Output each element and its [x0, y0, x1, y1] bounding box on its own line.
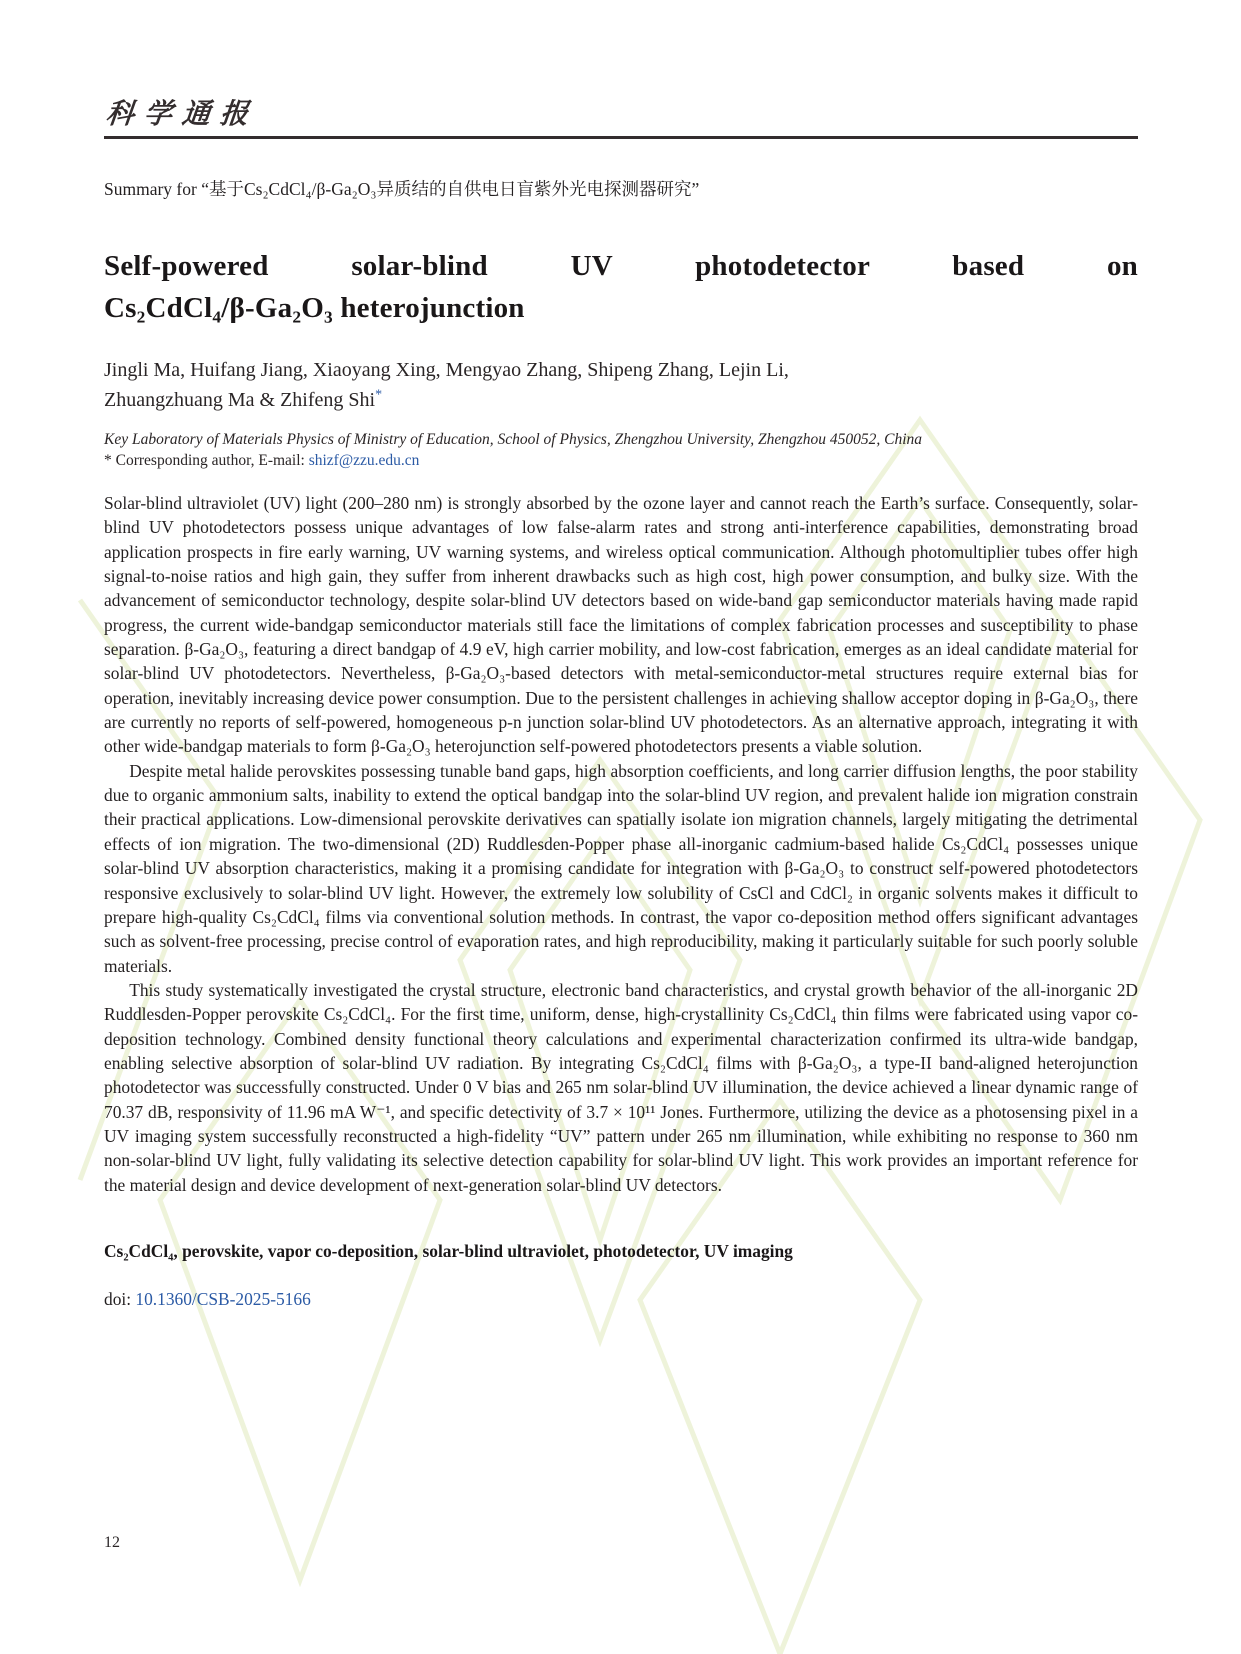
author-list-line2-names: Zhuangzhuang Ma & Zhifeng Shi [104, 389, 376, 411]
journal-masthead [104, 94, 1138, 139]
corresponding-author-asterisk: * [375, 387, 383, 403]
doi-label: doi: [104, 1288, 136, 1309]
abstract-paragraph-1: Solar-blind ultraviolet (UV) light (200–280 nm) is strongly absorbed by the ozone layer and cannot reach the Earth’s surface. Consequently, solar-blind UV photodetectors possess unique advantages of low false-alarm rates and strong anti-interference capabilities, demonstrating broad application prospects in fire early warning, UV warning systems, and wireless optical communication. Although photomultiplier tubes offer high signal-to-noise ratios and high gain, they suffer from inherent drawbacks such as high cost, high power consumption, and bulky size. With the advancement of semiconductor technology, despite solar-blind UV detectors based on wide-band gap semiconductor materials having made rapid progress, the current wide-bandgap semiconductor materials still face the limitations of complex fabrication processes and susceptibility to phase separation. β-Ga₂O₃, featuring a direct bandgap of 4.9 eV, high carrier mobility, and low-cost fabrication, emerges as an ideal candidate material for solar-blind UV photodetectors. Nevertheless, β-Ga₂O₃-based detectors with metal-semiconductor-metal structures require external bias for operation, inevitably increasing device power consumption. Due to the persistent challenges in achieving shallow acceptor doping in β-Ga₂O₃, there are currently no reports of self-powered, homogeneous p-n junction solar-blind UV photodetectors. As an alternative approach, integrating it with other wide-bandgap materials to form β-Ga₂O₃ heterojunction self-powered photodetectors presents a viable solution. [104, 493, 1138, 757]
doi-line [104, 1287, 1138, 1311]
author-list-line1: Jingli Ma, Huifang Jiang, Xiaoyang Xing, Mengyao Zhang, Shipeng Zhang, Lejin Li, [104, 359, 789, 381]
masthead-divider-rule [104, 136, 1138, 139]
summary-for-line: Summary for “基于Cs₂CdCl₄/β-Ga₂O₃异质结的自供电日盲紫外光电探测器研究” [104, 179, 700, 199]
article-title-line1: Self-powered solar-blind UV photodetector based on [104, 250, 1138, 282]
keywords-line: Cs₂CdCl₄, perovskite, vapor co-deposition, solar-blind ultraviolet, photodetector, UV imaging [104, 1240, 793, 1261]
article-title [104, 245, 1138, 329]
abstract-body [104, 491, 1138, 1197]
abstract-paragraph-2: Despite metal halide perovskites possessing tunable band gaps, high absorption coefficients, and long carrier diffusion lengths, the poor stability due to organic ammonium salts, inability to extend the optical bandgap into the solar-blind UV region, and prevalent halide ion migration constrain their practical applications. Low-dimensional perovskite derivatives can spatially isolate ion migration channels, largely mitigating the detrimental effects of ion migration. The two-dimensional (2D) Ruddlesden-Popper phase all-inorganic cadmium-based halide Cs₂CdCl₄ possesses unique solar-blind UV absorption characteristics, making it a promising candidate for integration with β-Ga₂O₃ to construct self-powered photodetectors responsive exclusively to solar-blind UV light. However, the extremely low solubility of CsCl and CdCl₂ in organic solvents makes it difficult to prepare high-quality Cs₂CdCl₄ films via conventional solution methods. In contrast, the vapor co-deposition method offers significant advantages such as solvent-free processing, precise control of evaporation rates, and high reproducibility, making it particularly suitable for such poorly soluble materials. [104, 760, 1138, 976]
abstract-paragraph-3: This study systematically investigated the crystal structure, electronic band characteristics, and crystal growth behavior of the all-inorganic 2D Ruddlesden-Popper perovskite Cs₂CdCl₄. For the first time, uniform, dense, high-crystallinity Cs₂CdCl₄ thin films were fabricated using vapor co-deposition technology. Combined density functional theory calculations and experimental characterization confirmed its ultra-wide bandgap, enabling selective absorption of solar-blind UV radiation. By integrating Cs₂CdCl₄ films with β-Ga₂O₃, a type-II band-aligned heterojunction photodetector was successfully constructed. Under 0 V bias and 265 nm solar-blind UV illumination, the device achieved a linear dynamic range of 70.37 dB, responsivity of 11.96 mA W⁻¹, and specific detectivity of 3.7 × 10¹¹ Jones. Furthermore, utilizing the device as a photosensing pixel in a UV imaging system successfully reconstructed a high-fidelity “UV” pattern under 265 nm illumination, while exhibiting no response to 360 nm non-solar-blind UV light, fully validating its selective detection capability for solar-blind UV light. This work provides an important reference for the material design and device development of next-generation solar-blind UV detectors. [104, 979, 1138, 1195]
correspondence-line [104, 450, 1138, 471]
journal-logo-kexue-tongbao: 科学通报 [104, 97, 260, 130]
article-title-line2: Cs₂CdCl₄/β-Ga₂O₃ heterojunction [104, 292, 525, 324]
page-number: 12 [104, 1534, 120, 1551]
affiliation-line: Key Laboratory of Materials Physics of Ministry of Education, School of Physics, Zhengzhou University, Zhengzhou 450052, China [104, 431, 923, 448]
correspondence-prefix: * Corresponding author, E-mail: [104, 452, 309, 469]
corresponding-email-link[interactable]: shizf@zzu.edu.cn [308, 452, 420, 469]
author-list-line2 [104, 385, 1138, 415]
doi-link[interactable]: 10.1360/CSB-2025-5166 [135, 1288, 311, 1309]
author-list [104, 355, 1138, 415]
